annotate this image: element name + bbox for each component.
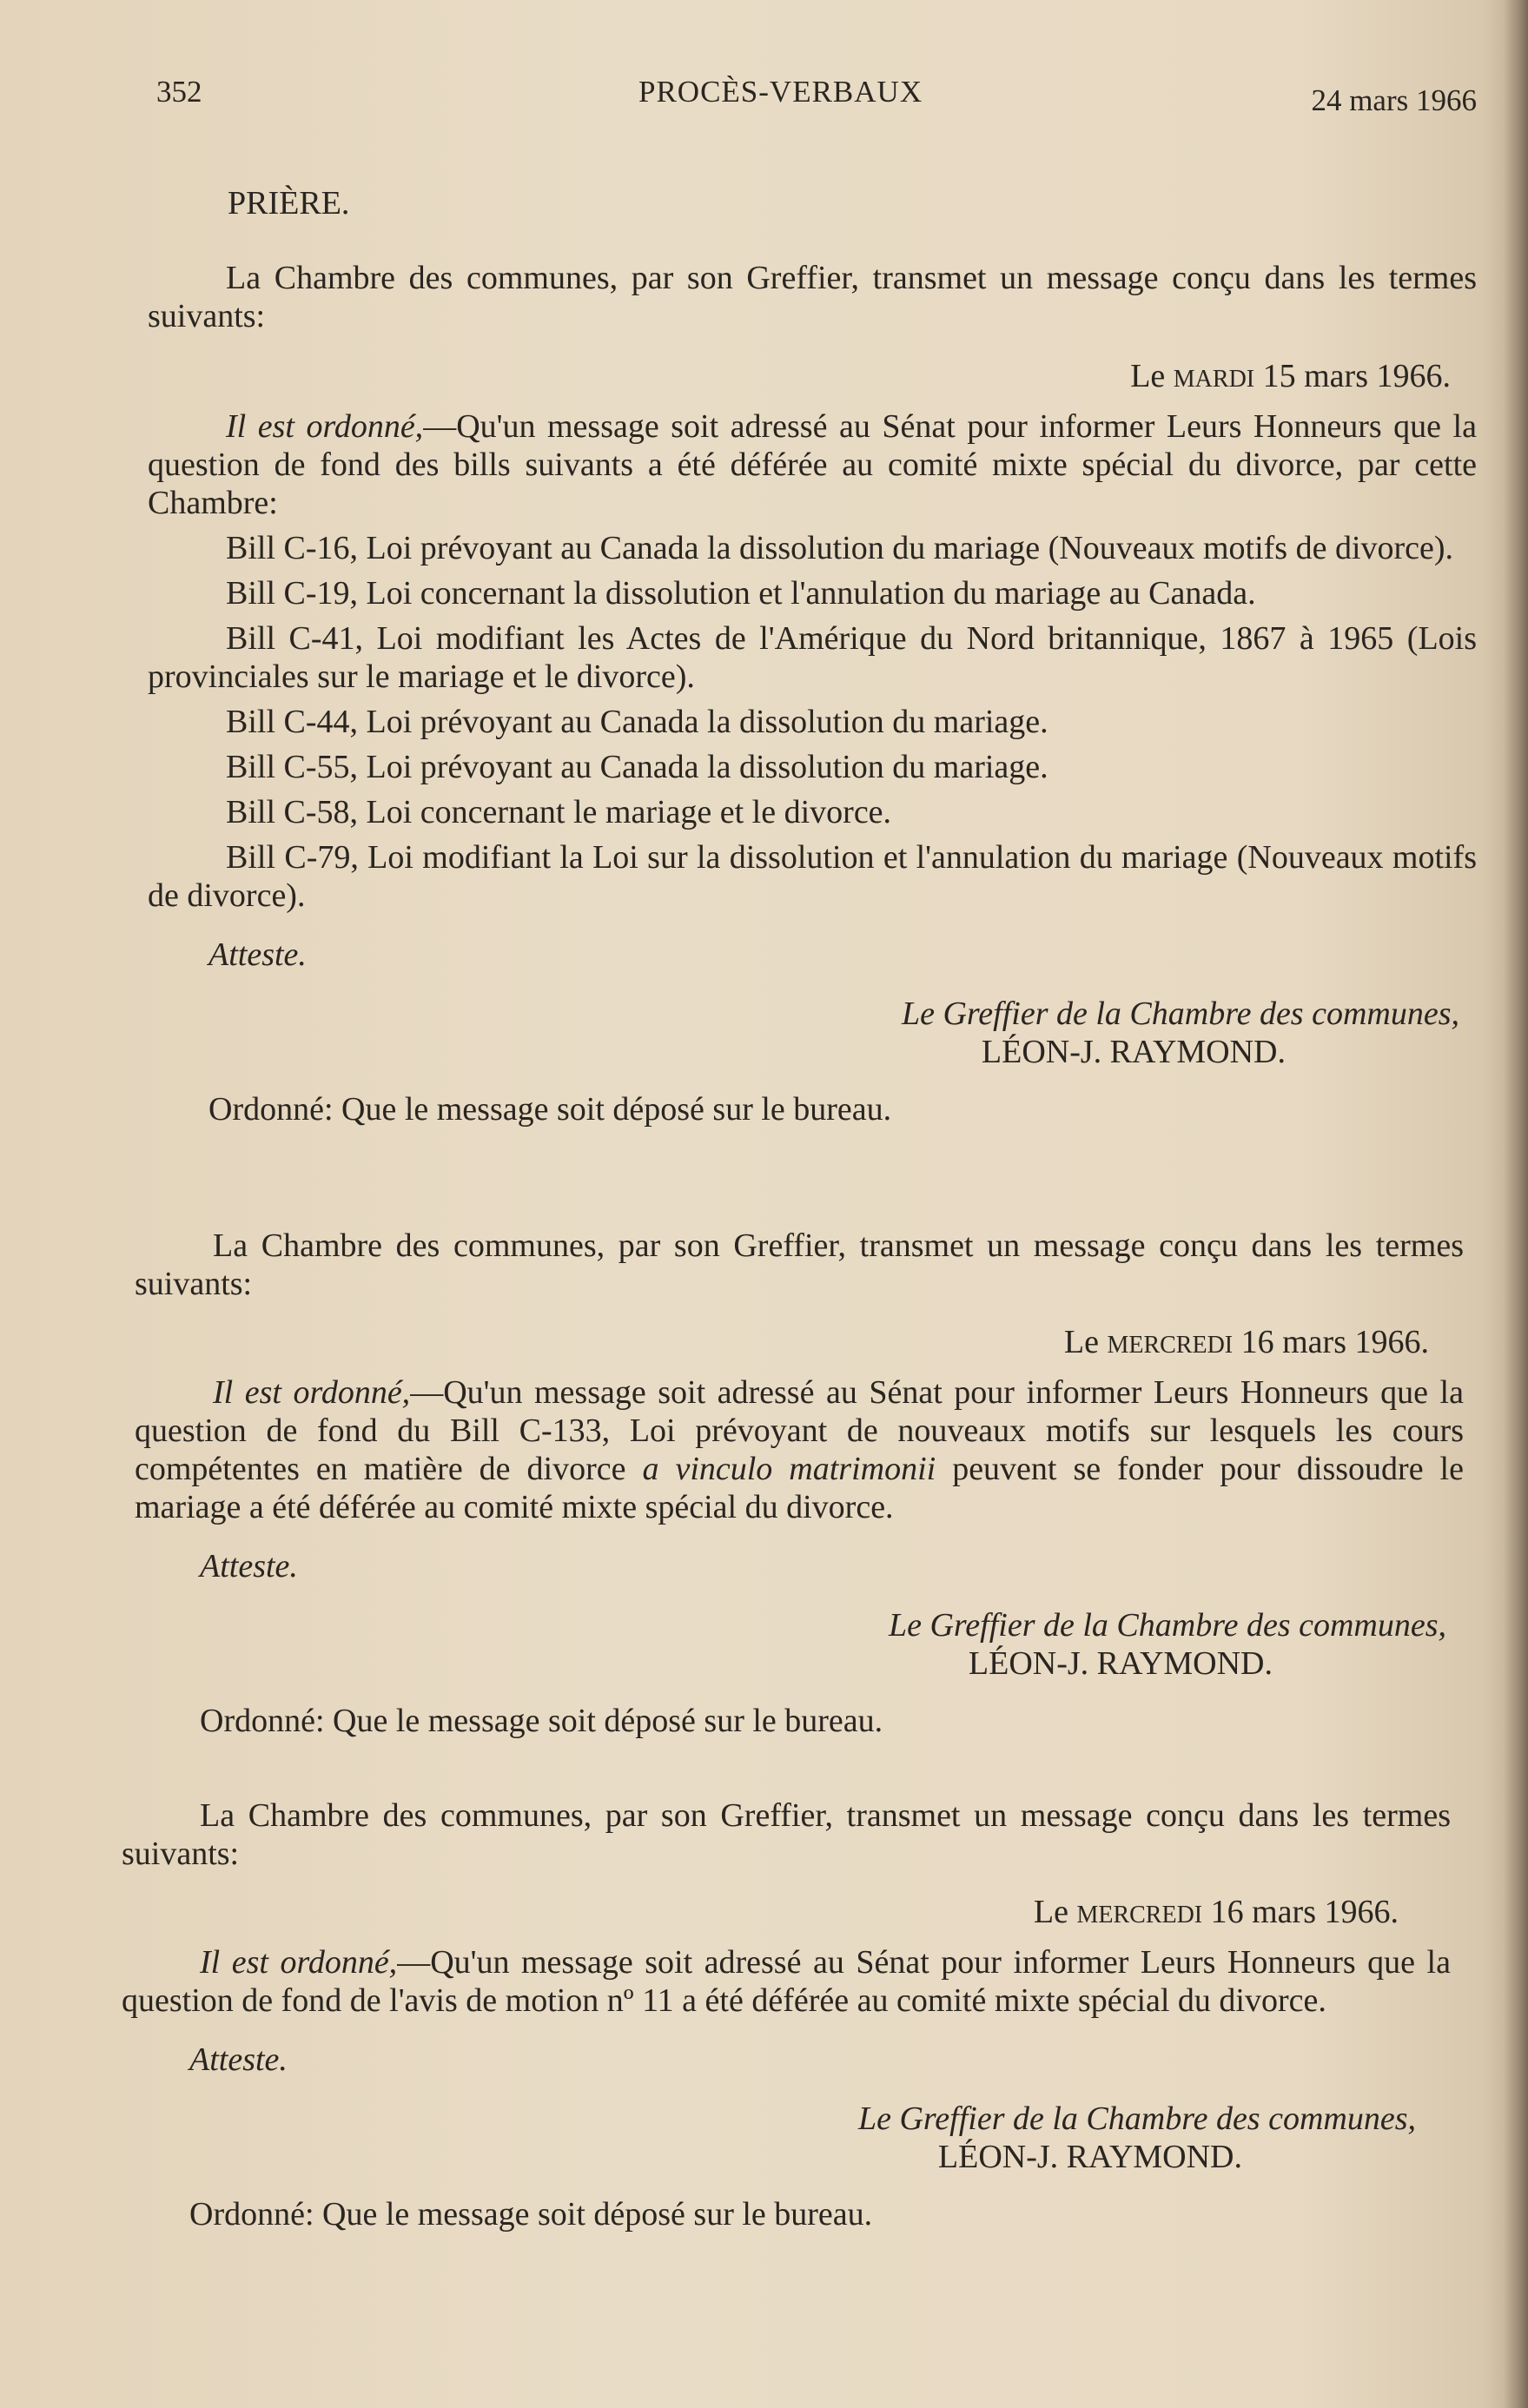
message-intro: La Chambre des communes, par son Greffier, transmet un message conçu dans les termes suivants: [148,260,1477,334]
message-order: Il est ordonné,—Qu'un message soit adressé au Sénat pour informer Leurs Honneurs que la question de fond de l'avis de motion nº 11 a été déférée au comité mixte spécial du divorce. [122,1944,1451,2019]
clerk-title: Le Greffier de la Chambre des communes, [857,2100,1416,2137]
bill-item: Bill C-55, Loi prévoyant au Canada la dissolution du mariage. [226,749,1048,785]
message-date: Le mercredi 16 mars 1966. [1033,1891,1399,1930]
running-head [156,75,1477,127]
clerk-title: Le Greffier de la Chambre des communes, [901,996,1459,1032]
attestation: Atteste. [208,936,307,973]
page-header-title: PROCÈS-VERBAUX [638,75,923,109]
message-intro: La Chambre des communes, par son Greffier, transmet un message conçu dans les termes suivants: [135,1227,1464,1302]
attestation: Atteste. [189,2041,288,2078]
message-date: Le mardi 15 mars 1966. [1130,355,1451,394]
page-number: 352 [156,75,202,109]
page-header-date: 24 mars 1966 [1311,83,1477,117]
bill-item: Bill C-44, Loi prévoyant au Canada la dissolution du mariage. [226,704,1048,740]
message-order: Il est ordonné,—Qu'un message soit adressé au Sénat pour informer Leurs Honneurs que la question de fond du Bill C-133, Loi prévoyant de nouveaux motifs sur lesquels les cours compétentes en matière de divorce a vinculo matrimonii peuvent se fonder pour dissoudre le mariage a été déférée au comité mixte spécial du divorce. [135,1374,1464,1525]
priere-heading: PRIÈRE. [228,185,350,222]
message-2 [135,1227,1464,1740]
ordered-statement: Ordonné: Que le message soit déposé sur le bureau. [200,1703,883,1739]
ordered-statement: Ordonné: Que le message soit déposé sur le bureau. [208,1091,892,1128]
bill-item: Bill C-19, Loi concernant la dissolution et l'annulation du mariage au Canada. [226,575,1256,612]
clerk-title: Le Greffier de la Chambre des communes, [888,1607,1446,1644]
book-spine-shadow [1504,0,1528,2408]
message-intro: La Chambre des communes, par son Greffier, transmet un message conçu dans les termes suivants: [122,1797,1451,1872]
message-order: Il est ordonné,—Qu'un message soit adressé au Sénat pour informer Leurs Honneurs que la question de fond des bills suivants a été déférée au comité mixte spécial du divorce, par cette Chambre: [148,408,1477,521]
message-3 [122,1796,1451,2233]
clerk-name: LÉON-J. RAYMOND. [981,1034,1286,1070]
clerk-name: LÉON-J. RAYMOND. [937,2139,1242,2175]
message-1 [148,259,1477,1128]
clerk-name: LÉON-J. RAYMOND. [968,1645,1273,1682]
bill-item: Bill C-79, Loi modifiant la Loi sur la dissolution et l'annulation du mariage (Nouveaux motifs de divorce). [148,839,1477,914]
message-date: Le mercredi 16 mars 1966. [1063,1321,1429,1360]
attestation: Atteste. [200,1548,298,1584]
bill-item: Bill C-58, Loi concernant le mariage et le divorce. [226,794,892,830]
priere-heading-block [148,184,1477,222]
ordered-statement: Ordonné: Que le message soit déposé sur le bureau. [189,2196,873,2233]
bill-item: Bill C-41, Loi modifiant les Actes de l'Amérique du Nord britannique, 1867 à 1965 (Lois provinciales sur le mariage et le divorce). [148,620,1477,695]
bill-item: Bill C-16, Loi prévoyant au Canada la dissolution du mariage (Nouveaux motifs de divorce). [226,530,1454,566]
